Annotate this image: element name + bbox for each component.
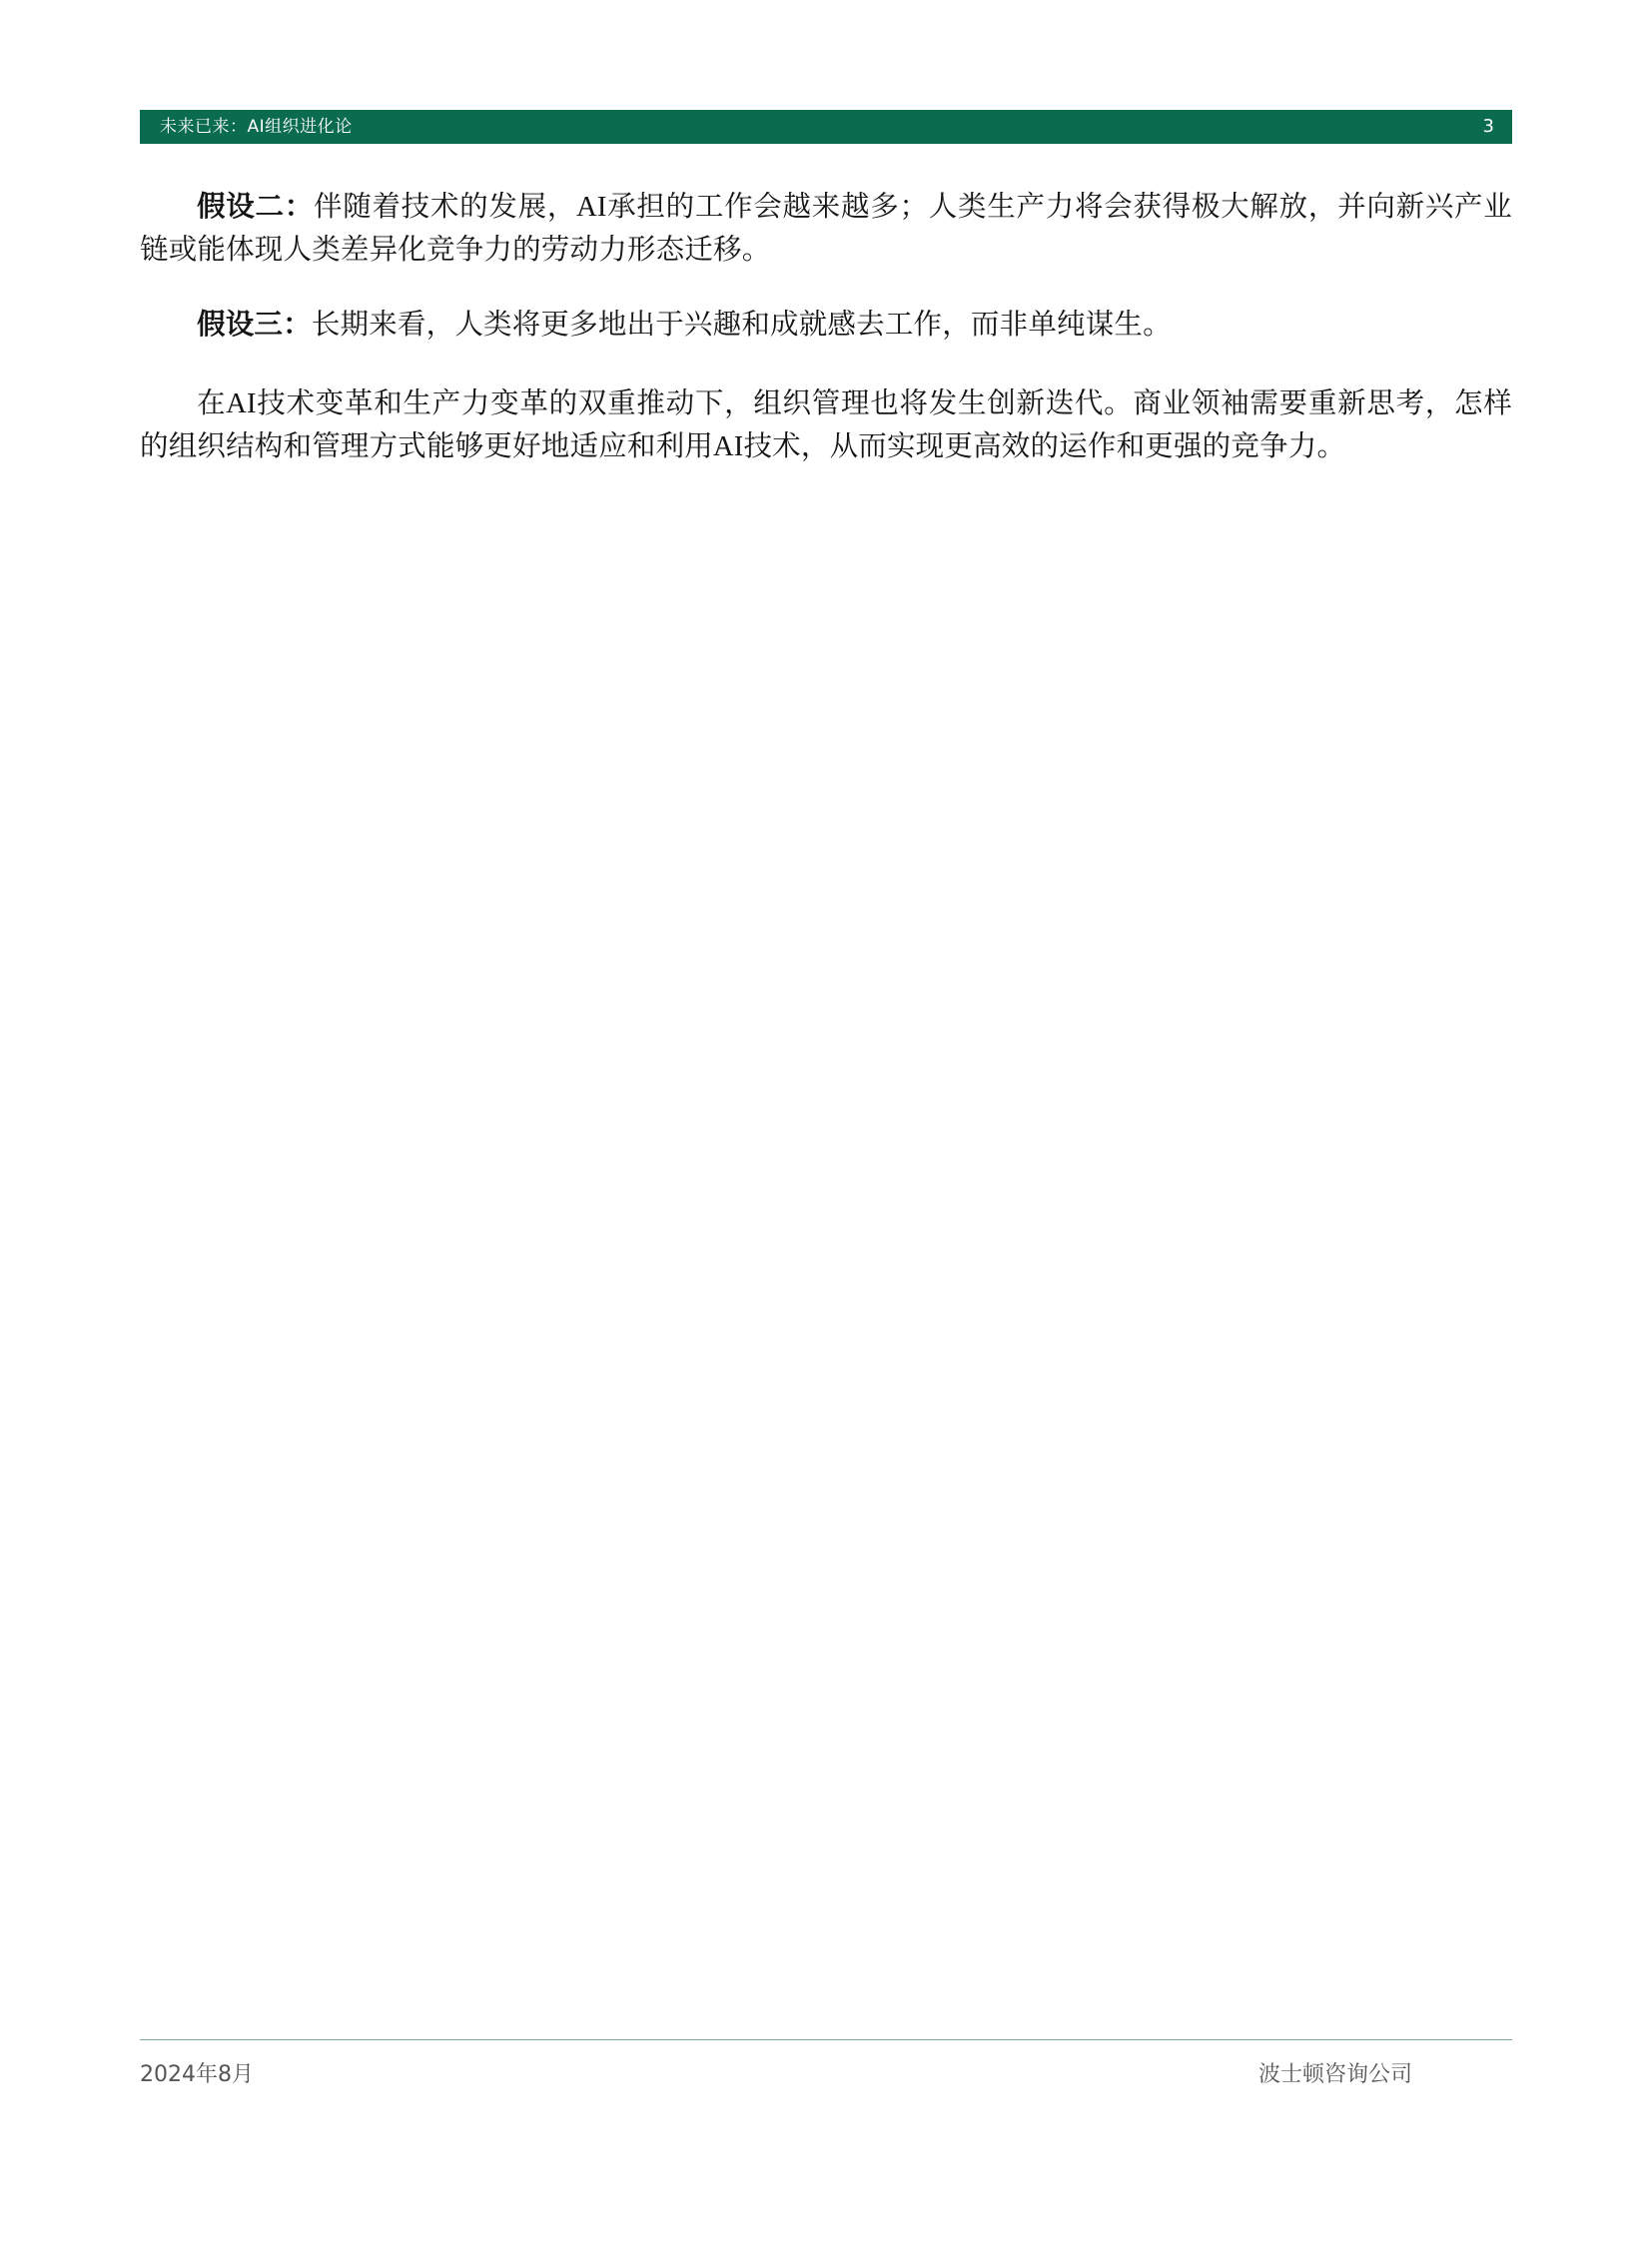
footer-date: 2024年8月 <box>140 2062 254 2087</box>
paragraph-text-two: 伴随着技术的发展，AI承担的工作会越来越多；人类生产力将会获得极大解放，并向新兴产业链或能体现人类差异化竞争力的劳动力形态迁移。 <box>140 192 1512 267</box>
header-page-number: 3 <box>1482 116 1494 137</box>
page-header-bar <box>140 110 1512 144</box>
paragraph-lead-three: 假设三： <box>197 306 312 341</box>
page-content <box>140 185 1512 499</box>
paragraph-text-three: 长期来看，人类将更多地出于兴趣和成就感去工作，而非单纯谋生。 <box>311 309 1172 341</box>
paragraph-assumption-two <box>140 185 1512 273</box>
footer-company: 波士顿咨询公司 <box>1257 2062 1412 2087</box>
paragraph-assumption-three <box>140 303 1512 347</box>
paragraph-lead-two: 假设二： <box>197 189 314 223</box>
footer-divider <box>140 2039 1512 2040</box>
header-title: 未来已来：AI组织进化论 <box>160 116 353 137</box>
paragraph-conclusion <box>140 382 1512 469</box>
page-footer <box>140 2057 1512 2088</box>
paragraph-text-conclusion: 在AI技术变革和生产力变革的双重推动下，组织管理也将发生创新迭代。商业领袖需要重新思考，怎样的组织结构和管理方式能够更好地适应和利用AI技术，从而实现更高效的运作和更强的竞争力。 <box>140 387 1512 463</box>
